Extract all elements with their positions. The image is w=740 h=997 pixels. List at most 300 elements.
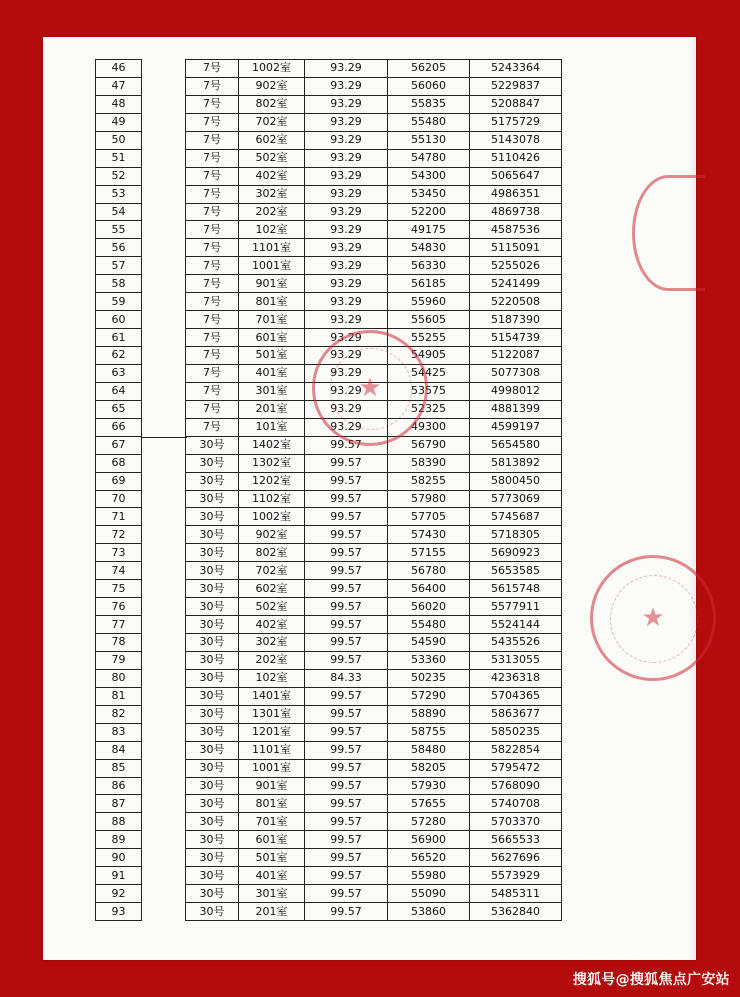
index-row <box>96 634 142 652</box>
building-cell: 7号 <box>186 95 239 113</box>
table-row <box>186 382 562 400</box>
index-row <box>96 275 142 293</box>
area-cell: 99.57 <box>305 651 388 669</box>
unit-price-cell: 56790 <box>388 436 470 454</box>
connector-line <box>142 437 187 438</box>
unit-price-cell: 57155 <box>388 544 470 562</box>
building-cell: 30号 <box>186 436 239 454</box>
table-row <box>186 831 562 849</box>
room-cell: 1301室 <box>239 705 305 723</box>
row-number-cell: 75 <box>96 580 142 598</box>
row-number-cell: 91 <box>96 867 142 885</box>
unit-price-cell: 55960 <box>388 293 470 311</box>
total-price-cell: 4998012 <box>470 382 562 400</box>
room-cell: 1101室 <box>239 741 305 759</box>
unit-price-cell: 54300 <box>388 167 470 185</box>
index-row <box>96 95 142 113</box>
room-cell: 301室 <box>239 382 305 400</box>
index-row <box>96 436 142 454</box>
total-price-cell: 4587536 <box>470 221 562 239</box>
unit-price-cell: 56900 <box>388 831 470 849</box>
building-cell: 30号 <box>186 867 239 885</box>
total-price-cell: 5065647 <box>470 167 562 185</box>
unit-price-cell: 55480 <box>388 616 470 634</box>
building-cell: 7号 <box>186 221 239 239</box>
total-price-cell: 5143078 <box>470 131 562 149</box>
area-cell: 99.57 <box>305 526 388 544</box>
room-cell: 501室 <box>239 347 305 365</box>
building-cell: 30号 <box>186 490 239 508</box>
row-number-cell: 68 <box>96 454 142 472</box>
table-row <box>186 867 562 885</box>
unit-price-cell: 57430 <box>388 526 470 544</box>
unit-price-cell: 54905 <box>388 347 470 365</box>
row-number-cell: 77 <box>96 616 142 634</box>
room-cell: 801室 <box>239 795 305 813</box>
row-number-cell: 87 <box>96 795 142 813</box>
building-cell: 30号 <box>186 669 239 687</box>
area-cell: 93.29 <box>305 329 388 347</box>
row-number-cell: 82 <box>96 705 142 723</box>
building-cell: 7号 <box>186 77 239 95</box>
table-row <box>186 454 562 472</box>
building-cell: 7号 <box>186 329 239 347</box>
area-cell: 93.29 <box>305 221 388 239</box>
index-row <box>96 149 142 167</box>
index-row <box>96 741 142 759</box>
room-cell: 601室 <box>239 329 305 347</box>
table-row <box>186 77 562 95</box>
index-row <box>96 885 142 903</box>
index-row <box>96 131 142 149</box>
row-number-cell: 71 <box>96 508 142 526</box>
table-row <box>186 903 562 921</box>
total-price-cell: 4236318 <box>470 669 562 687</box>
building-cell: 7号 <box>186 364 239 382</box>
row-number-cell: 51 <box>96 149 142 167</box>
room-cell: 902室 <box>239 77 305 95</box>
unit-price-cell: 54425 <box>388 364 470 382</box>
building-cell: 30号 <box>186 831 239 849</box>
index-row <box>96 239 142 257</box>
table-row <box>186 705 562 723</box>
table-row <box>186 60 562 78</box>
row-number-cell: 63 <box>96 364 142 382</box>
row-number-cell: 49 <box>96 113 142 131</box>
index-row <box>96 329 142 347</box>
unit-price-cell: 58205 <box>388 759 470 777</box>
total-price-cell: 5255026 <box>470 257 562 275</box>
room-cell: 401室 <box>239 364 305 382</box>
unit-price-cell: 58890 <box>388 705 470 723</box>
building-cell: 30号 <box>186 795 239 813</box>
table-row <box>186 669 562 687</box>
area-cell: 99.57 <box>305 903 388 921</box>
row-number-cell: 64 <box>96 382 142 400</box>
row-number-cell: 80 <box>96 669 142 687</box>
index-row <box>96 454 142 472</box>
unit-price-cell: 53360 <box>388 651 470 669</box>
unit-price-cell: 56400 <box>388 580 470 598</box>
room-cell: 501室 <box>239 849 305 867</box>
unit-price-cell: 53575 <box>388 382 470 400</box>
building-cell: 30号 <box>186 472 239 490</box>
building-cell: 30号 <box>186 849 239 867</box>
room-cell: 702室 <box>239 562 305 580</box>
room-cell: 1402室 <box>239 436 305 454</box>
row-number-cell: 54 <box>96 203 142 221</box>
building-cell: 7号 <box>186 382 239 400</box>
building-cell: 7号 <box>186 185 239 203</box>
table-row <box>186 526 562 544</box>
area-cell: 99.57 <box>305 544 388 562</box>
total-price-cell: 5703370 <box>470 813 562 831</box>
total-price-cell: 5773069 <box>470 490 562 508</box>
unit-price-cell: 56185 <box>388 275 470 293</box>
row-number-cell: 48 <box>96 95 142 113</box>
total-price-cell: 5243364 <box>470 60 562 78</box>
total-price-cell: 5110426 <box>470 149 562 167</box>
unit-price-cell: 54590 <box>388 634 470 652</box>
room-cell: 902室 <box>239 526 305 544</box>
index-row <box>96 203 142 221</box>
room-cell: 1101室 <box>239 239 305 257</box>
room-cell: 302室 <box>239 185 305 203</box>
total-price-cell: 5718305 <box>470 526 562 544</box>
room-cell: 901室 <box>239 275 305 293</box>
total-price-cell: 5704365 <box>470 687 562 705</box>
area-cell: 93.29 <box>305 239 388 257</box>
table-row <box>186 149 562 167</box>
table-row <box>186 598 562 616</box>
room-cell: 602室 <box>239 131 305 149</box>
table-row <box>186 203 562 221</box>
index-row <box>96 293 142 311</box>
index-row <box>96 616 142 634</box>
area-cell: 99.57 <box>305 472 388 490</box>
room-cell: 401室 <box>239 867 305 885</box>
building-cell: 30号 <box>186 598 239 616</box>
unit-price-cell: 56060 <box>388 77 470 95</box>
building-cell: 7号 <box>186 311 239 329</box>
area-cell: 93.29 <box>305 60 388 78</box>
building-cell: 7号 <box>186 167 239 185</box>
room-cell: 901室 <box>239 777 305 795</box>
building-cell: 7号 <box>186 347 239 365</box>
total-price-cell: 5524144 <box>470 616 562 634</box>
unit-price-cell: 55255 <box>388 329 470 347</box>
building-cell: 7号 <box>186 418 239 436</box>
index-row <box>96 60 142 78</box>
room-cell: 701室 <box>239 311 305 329</box>
total-price-cell: 5665533 <box>470 831 562 849</box>
room-cell: 302室 <box>239 634 305 652</box>
area-cell: 93.29 <box>305 400 388 418</box>
building-cell: 30号 <box>186 651 239 669</box>
index-row <box>96 382 142 400</box>
unit-price-cell: 55980 <box>388 867 470 885</box>
row-number-cell: 79 <box>96 651 142 669</box>
unit-price-cell: 56020 <box>388 598 470 616</box>
room-cell: 201室 <box>239 400 305 418</box>
row-number-cell: 70 <box>96 490 142 508</box>
table-row <box>186 167 562 185</box>
room-cell: 1001室 <box>239 257 305 275</box>
table-row <box>186 257 562 275</box>
total-price-cell: 5615748 <box>470 580 562 598</box>
room-cell: 1201室 <box>239 723 305 741</box>
table-row <box>186 885 562 903</box>
area-cell: 99.57 <box>305 741 388 759</box>
index-row <box>96 759 142 777</box>
area-cell: 99.57 <box>305 777 388 795</box>
room-cell: 102室 <box>239 221 305 239</box>
total-price-cell: 5313055 <box>470 651 562 669</box>
total-price-cell: 5795472 <box>470 759 562 777</box>
row-number-cell: 78 <box>96 634 142 652</box>
row-number-cell: 62 <box>96 347 142 365</box>
area-cell: 84.33 <box>305 669 388 687</box>
area-cell: 99.57 <box>305 562 388 580</box>
building-cell: 7号 <box>186 293 239 311</box>
room-cell: 1001室 <box>239 759 305 777</box>
row-number-column <box>95 59 142 921</box>
room-cell: 502室 <box>239 598 305 616</box>
total-price-cell: 5850235 <box>470 723 562 741</box>
total-price-cell: 5187390 <box>470 311 562 329</box>
index-row <box>96 849 142 867</box>
room-cell: 102室 <box>239 669 305 687</box>
index-row <box>96 777 142 795</box>
index-row <box>96 418 142 436</box>
total-price-cell: 5822854 <box>470 741 562 759</box>
building-cell: 7号 <box>186 113 239 131</box>
room-cell: 201室 <box>239 903 305 921</box>
building-cell: 30号 <box>186 813 239 831</box>
room-cell: 1102室 <box>239 490 305 508</box>
unit-price-cell: 56205 <box>388 60 470 78</box>
area-cell: 99.57 <box>305 849 388 867</box>
building-cell: 7号 <box>186 239 239 257</box>
building-cell: 7号 <box>186 131 239 149</box>
row-number-cell: 72 <box>96 526 142 544</box>
area-cell: 99.57 <box>305 508 388 526</box>
index-row <box>96 221 142 239</box>
total-price-cell: 5573929 <box>470 867 562 885</box>
total-price-cell: 5740708 <box>470 795 562 813</box>
total-price-cell: 4869738 <box>470 203 562 221</box>
room-cell: 101室 <box>239 418 305 436</box>
table-row <box>186 849 562 867</box>
table-row <box>186 436 562 454</box>
unit-price-cell: 54830 <box>388 239 470 257</box>
room-cell: 1002室 <box>239 508 305 526</box>
building-cell: 30号 <box>186 759 239 777</box>
room-cell: 702室 <box>239 113 305 131</box>
total-price-cell: 5208847 <box>470 95 562 113</box>
area-cell: 93.29 <box>305 364 388 382</box>
building-cell: 7号 <box>186 400 239 418</box>
area-cell: 99.57 <box>305 616 388 634</box>
building-cell: 30号 <box>186 508 239 526</box>
building-cell: 30号 <box>186 634 239 652</box>
building-cell: 30号 <box>186 687 239 705</box>
row-number-cell: 88 <box>96 813 142 831</box>
building-cell: 30号 <box>186 903 239 921</box>
index-row <box>96 831 142 849</box>
table-row <box>186 131 562 149</box>
index-row <box>96 705 142 723</box>
total-price-cell: 5813892 <box>470 454 562 472</box>
unit-price-cell: 55480 <box>388 113 470 131</box>
unit-price-cell: 57705 <box>388 508 470 526</box>
unit-price-cell: 57280 <box>388 813 470 831</box>
row-number-cell: 74 <box>96 562 142 580</box>
row-number-cell: 53 <box>96 185 142 203</box>
document-page <box>43 37 696 960</box>
building-cell: 7号 <box>186 275 239 293</box>
room-cell: 802室 <box>239 95 305 113</box>
table-row <box>186 651 562 669</box>
row-number-cell: 47 <box>96 77 142 95</box>
table-row <box>186 293 562 311</box>
room-cell: 202室 <box>239 651 305 669</box>
unit-price-cell: 58255 <box>388 472 470 490</box>
area-cell: 93.29 <box>305 77 388 95</box>
area-cell: 99.57 <box>305 705 388 723</box>
company-seal-stamp: ★ <box>590 555 716 681</box>
total-price-cell: 5435526 <box>470 634 562 652</box>
room-cell: 402室 <box>239 616 305 634</box>
area-cell: 93.29 <box>305 311 388 329</box>
index-row <box>96 167 142 185</box>
room-cell: 601室 <box>239 831 305 849</box>
room-cell: 802室 <box>239 544 305 562</box>
unit-price-cell: 53450 <box>388 185 470 203</box>
total-price-cell: 5241499 <box>470 275 562 293</box>
index-row <box>96 687 142 705</box>
area-cell: 93.29 <box>305 275 388 293</box>
unit-price-cell: 58390 <box>388 454 470 472</box>
unit-price-cell: 55130 <box>388 131 470 149</box>
row-number-cell: 76 <box>96 598 142 616</box>
table-row <box>186 185 562 203</box>
table-row <box>186 687 562 705</box>
area-cell: 99.57 <box>305 831 388 849</box>
index-row <box>96 544 142 562</box>
area-cell: 99.57 <box>305 795 388 813</box>
index-row <box>96 257 142 275</box>
index-row <box>96 185 142 203</box>
room-cell: 402室 <box>239 167 305 185</box>
building-cell: 30号 <box>186 741 239 759</box>
unit-price-cell: 56520 <box>388 849 470 867</box>
table-row <box>186 580 562 598</box>
company-seal-stamp: ★ <box>312 330 428 446</box>
table-row <box>186 400 562 418</box>
total-price-cell: 5485311 <box>470 885 562 903</box>
table-row <box>186 777 562 795</box>
total-price-cell: 4599197 <box>470 418 562 436</box>
room-cell: 1002室 <box>239 60 305 78</box>
table-row <box>186 562 562 580</box>
row-number-cell: 56 <box>96 239 142 257</box>
area-cell: 93.29 <box>305 382 388 400</box>
room-cell: 202室 <box>239 203 305 221</box>
table-row <box>186 221 562 239</box>
area-cell: 99.57 <box>305 436 388 454</box>
index-row <box>96 347 142 365</box>
unit-price-cell: 53860 <box>388 903 470 921</box>
area-cell: 93.29 <box>305 257 388 275</box>
room-cell: 1302室 <box>239 454 305 472</box>
area-cell: 93.29 <box>305 293 388 311</box>
row-number-cell: 81 <box>96 687 142 705</box>
table-row <box>186 795 562 813</box>
area-cell: 93.29 <box>305 418 388 436</box>
index-row <box>96 113 142 131</box>
area-cell: 99.57 <box>305 687 388 705</box>
room-cell: 502室 <box>239 149 305 167</box>
index-row <box>96 903 142 921</box>
index-row <box>96 526 142 544</box>
index-row <box>96 400 142 418</box>
total-price-cell: 5577911 <box>470 598 562 616</box>
index-row <box>96 813 142 831</box>
area-cell: 99.57 <box>305 723 388 741</box>
row-number-cell: 50 <box>96 131 142 149</box>
unit-price-cell: 57655 <box>388 795 470 813</box>
index-row <box>96 472 142 490</box>
row-number-cell: 46 <box>96 60 142 78</box>
area-cell: 99.57 <box>305 867 388 885</box>
index-row <box>96 598 142 616</box>
row-number-cell: 89 <box>96 831 142 849</box>
area-cell: 93.29 <box>305 203 388 221</box>
row-number-cell: 60 <box>96 311 142 329</box>
total-price-cell: 5077308 <box>470 364 562 382</box>
building-cell: 30号 <box>186 885 239 903</box>
table-row <box>186 813 562 831</box>
row-number-cell: 57 <box>96 257 142 275</box>
unit-price-cell: 52325 <box>388 400 470 418</box>
table-row <box>186 239 562 257</box>
total-price-cell: 4881399 <box>470 400 562 418</box>
row-number-cell: 73 <box>96 544 142 562</box>
table-row <box>186 634 562 652</box>
table-row <box>186 329 562 347</box>
unit-price-cell: 58755 <box>388 723 470 741</box>
unit-price-cell: 56780 <box>388 562 470 580</box>
row-number-cell: 67 <box>96 436 142 454</box>
building-cell: 30号 <box>186 705 239 723</box>
unit-price-cell: 57980 <box>388 490 470 508</box>
area-cell: 99.57 <box>305 813 388 831</box>
row-number-cell: 86 <box>96 777 142 795</box>
index-row <box>96 867 142 885</box>
building-cell: 30号 <box>186 454 239 472</box>
total-price-cell: 5863677 <box>470 705 562 723</box>
row-number-cell: 93 <box>96 903 142 921</box>
index-row <box>96 651 142 669</box>
row-number-cell: 69 <box>96 472 142 490</box>
row-number-cell: 59 <box>96 293 142 311</box>
area-cell: 93.29 <box>305 347 388 365</box>
unit-price-cell: 54780 <box>388 149 470 167</box>
index-row <box>96 723 142 741</box>
row-number-cell: 66 <box>96 418 142 436</box>
row-number-cell: 58 <box>96 275 142 293</box>
